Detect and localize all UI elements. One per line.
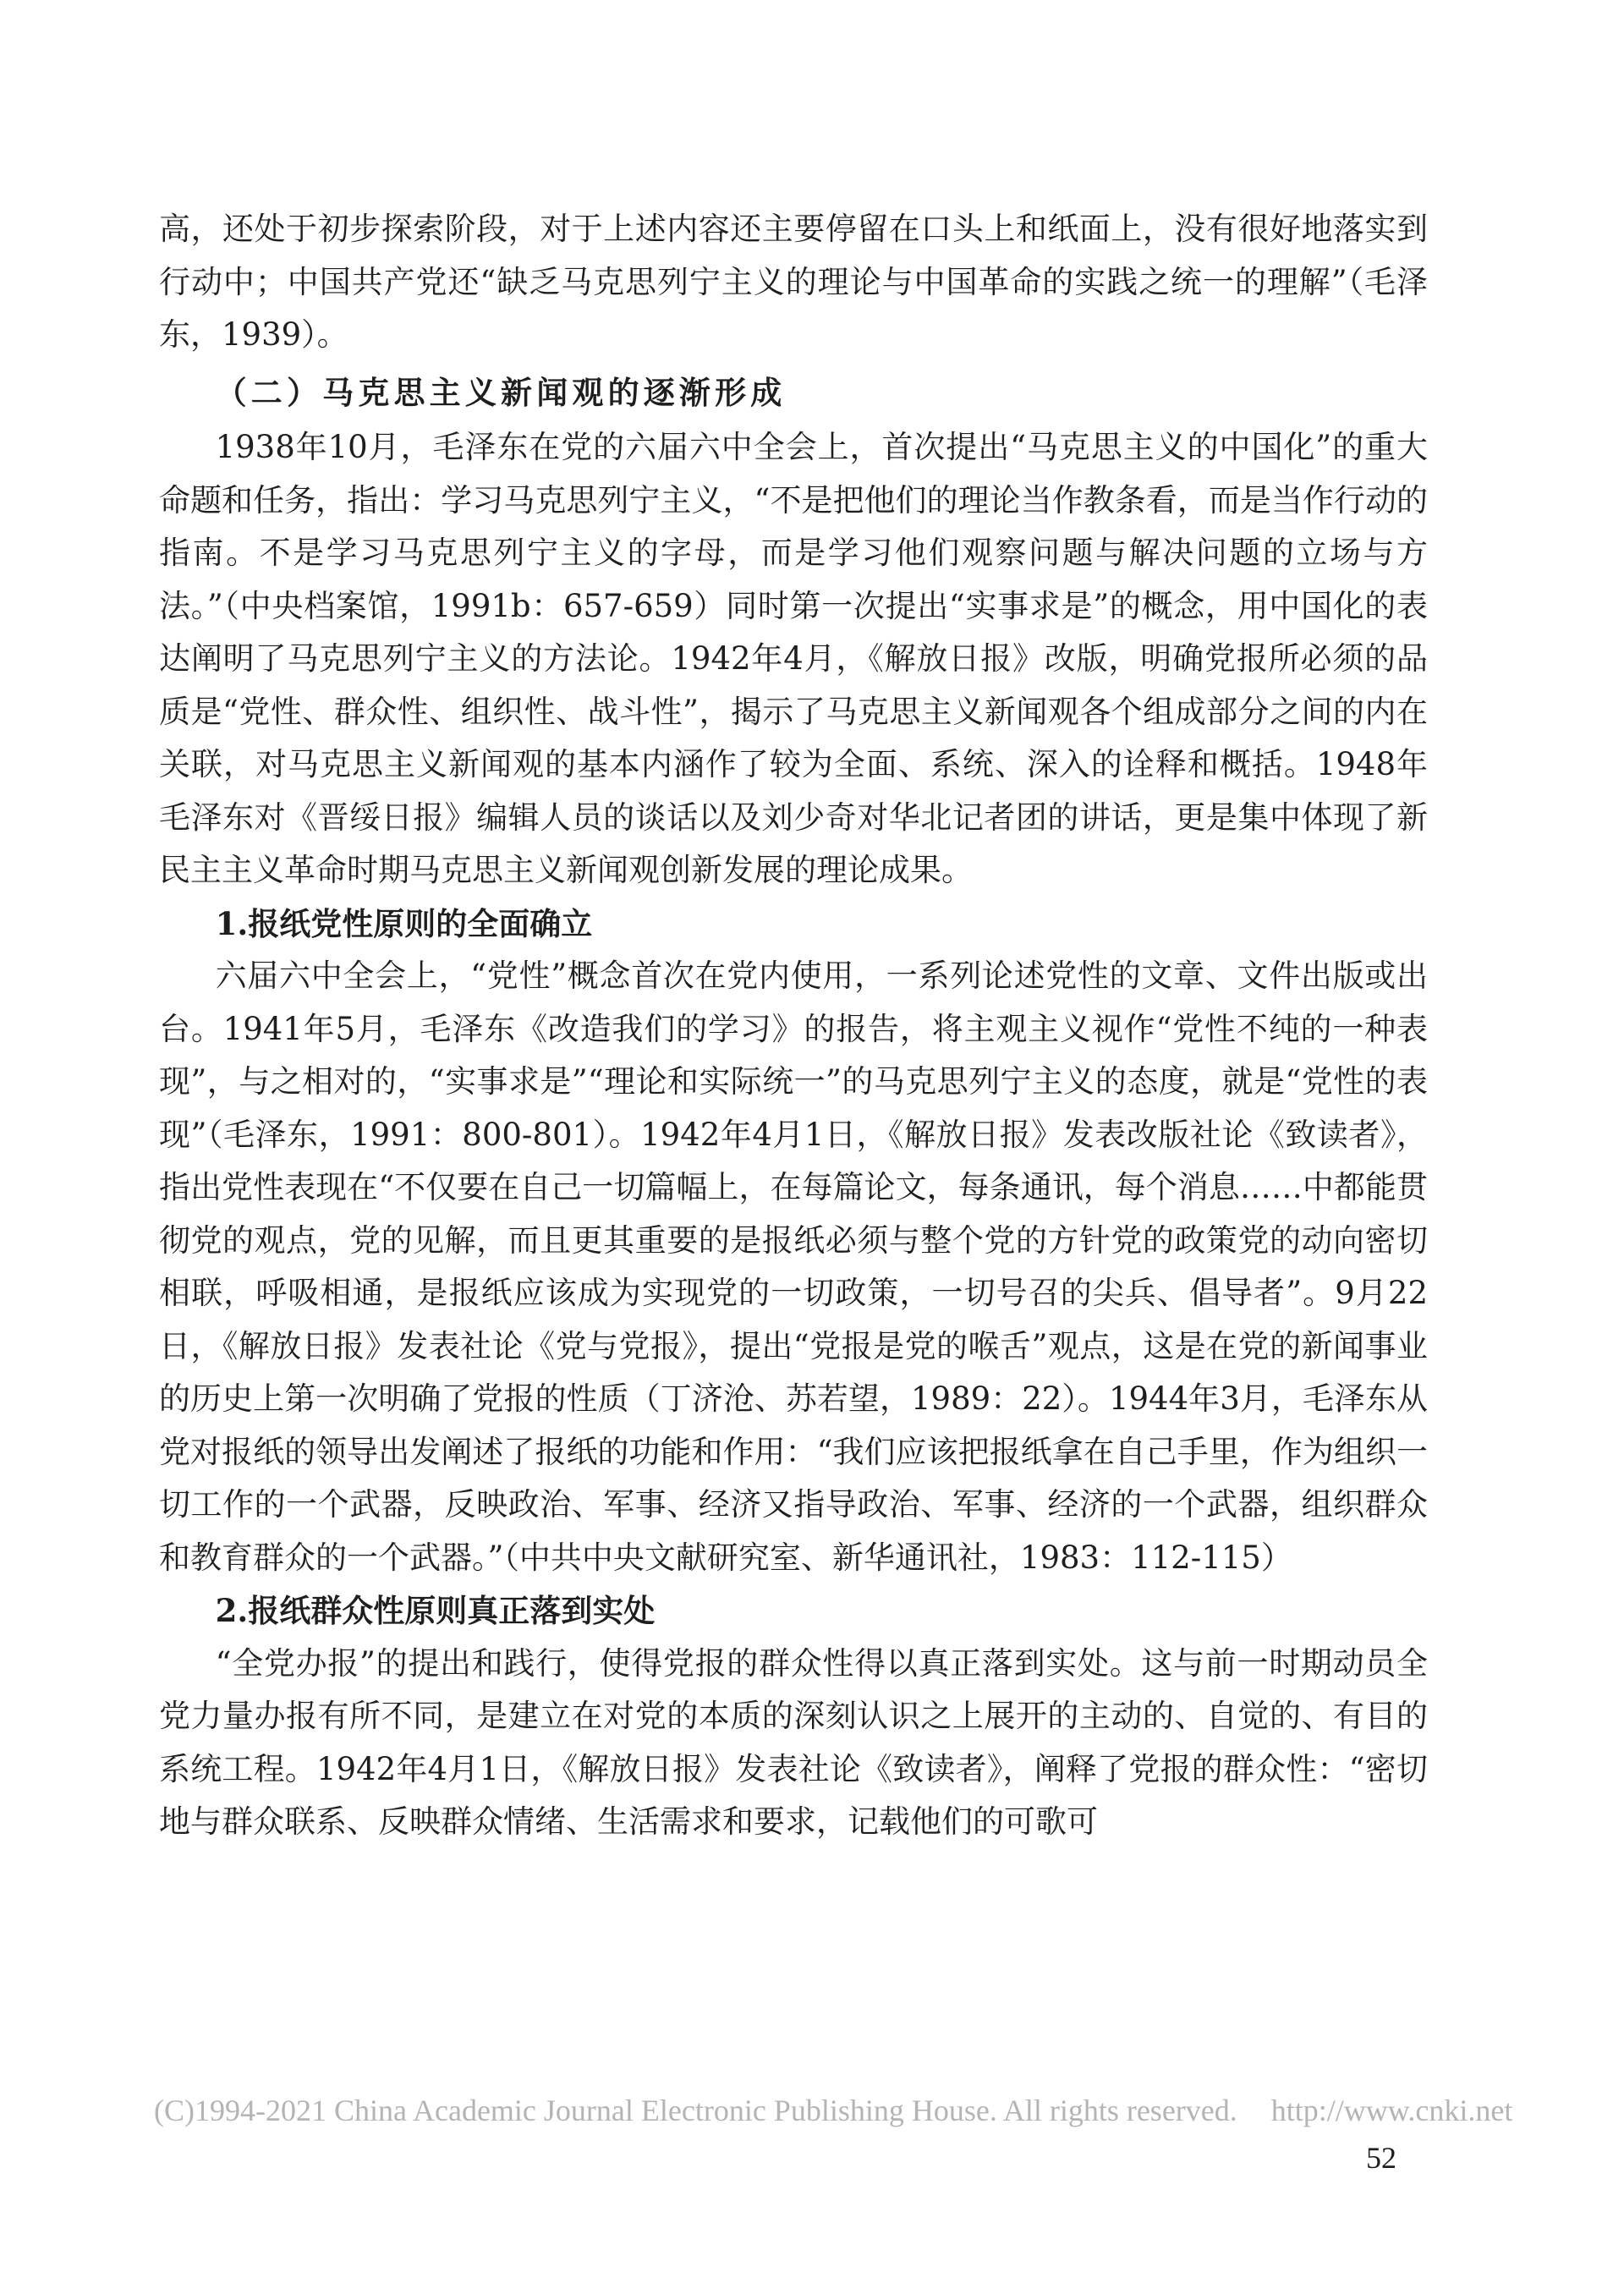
paragraph: 六届六中全会上，“党性”概念首次在党内使用，一系列论述党性的文章、文件出版或出台。1941年5月，毛泽东《改造我们的学习》的报告，将主观主义视作“党性不纯的一种表现”，与之相对的，“实事求是”“理论和实际统一”的马克思列宁主义的态度，就是“党性的表现”（毛泽东，1991：800-801）。1942年4月1日，《解放日报》发表改版社论《致读者》，指出党性表现在“不仅要在自己一切篇幅上，在每篇论文，每条通讯，每个消息……中都能贯彻党的观点，党的见解，而且更其重要的是报纸必须与整个党的方针党的政策党的动向密切相联，呼吸相通，是报纸应该成为实现党的一切政策，一切号召的尖兵、倡导者”。9月22日，《解放日报》发表社论《党与党报》，提出“党报是党的喉舌”观点，这是在党的新闻事业的历史上第一次明确了党报的性质（丁济沧、苏若望，1989：22）。1944年3月，毛泽东从党对报纸的领导出发阐述了报纸的功能和作用：“我们应该把报纸拿在自己手里，作为组织一切工作的一个武器，反映政治、军事、经济又指导政治、军事、经济的一个武器，组织群众和教育群众的一个武器。”（中共中央文献研究室、新华通讯社，1983：112-115） [159,958,1428,1576]
copyright-text: (C)1994-2021 China Academic Journal Electronic Publishing House. All rights reserved. [154,2094,1237,2127]
source-url: http://www.cnki.net [1270,2094,1513,2127]
paragraph: “全党办报”的提出和践行，使得党报的群众性得以真正落到实处。这与前一时期动员全党力量办报有所不同，是建立在对党的本质的深刻认识之上展开的主动的、自觉的、有目的系统工程。1942年4月1日，《解放日报》发表社论《致读者》，阐释了党报的群众性：“密切地与群众联系、反映群众情绪、生活需求和要求，记载他们的可歌可 [159,1644,1428,1840]
subsection-heading: 1.报纸党性原则的全面确立 [215,904,593,942]
page-number: 52 [1366,2141,1396,2175]
subsection-heading: 2.报纸群众性原则真正落到实处 [215,1592,656,1629]
paragraph: 1938年10月，毛泽东在党的六届六中全会上，首次提出“马克思主义的中国化”的重大命题和任务，指出：学习马克思列宁主义，“不是把他们的理论当作教条看，而是当作行动的指南。不是学习马克思列宁主义的字母，而是学习他们观察问题与解决问题的立场与方法。”（中央档案馆，1991b：657-659）同时第一次提出“实事求是”的概念，用中国化的表达阐明了马克思列宁主义的方法论。1942年4月，《解放日报》改版，明确党报所必须的品质是“党性、群众性、组织性、战斗性”，揭示了马克思主义新闻观各个组成部分之间的内在关联，对马克思主义新闻观的基本内涵作了较为全面、系统、深入的诠释和概括。1948年毛泽东对《晋绥日报》编辑人员的谈话以及刘少奇对华北记者团的讲话，更是集中体现了新民主主义革命时期马克思主义新闻观创新发展的理论成果。 [159,429,1428,888]
paragraph-continued: 高，还处于初步探索阶段，对于上述内容还主要停留在口头上和纸面上，没有很好地落实到行动中；中国共产党还“缺乏马克思列宁主义的理论与中国革命的实践之统一的理解”（毛泽东，1939）。 [159,211,1428,353]
section-heading: （二）马克思主义新闻观的逐渐形成 [215,373,787,411]
copyright-notice [154,2093,1512,2128]
article-body [159,203,1428,1849]
